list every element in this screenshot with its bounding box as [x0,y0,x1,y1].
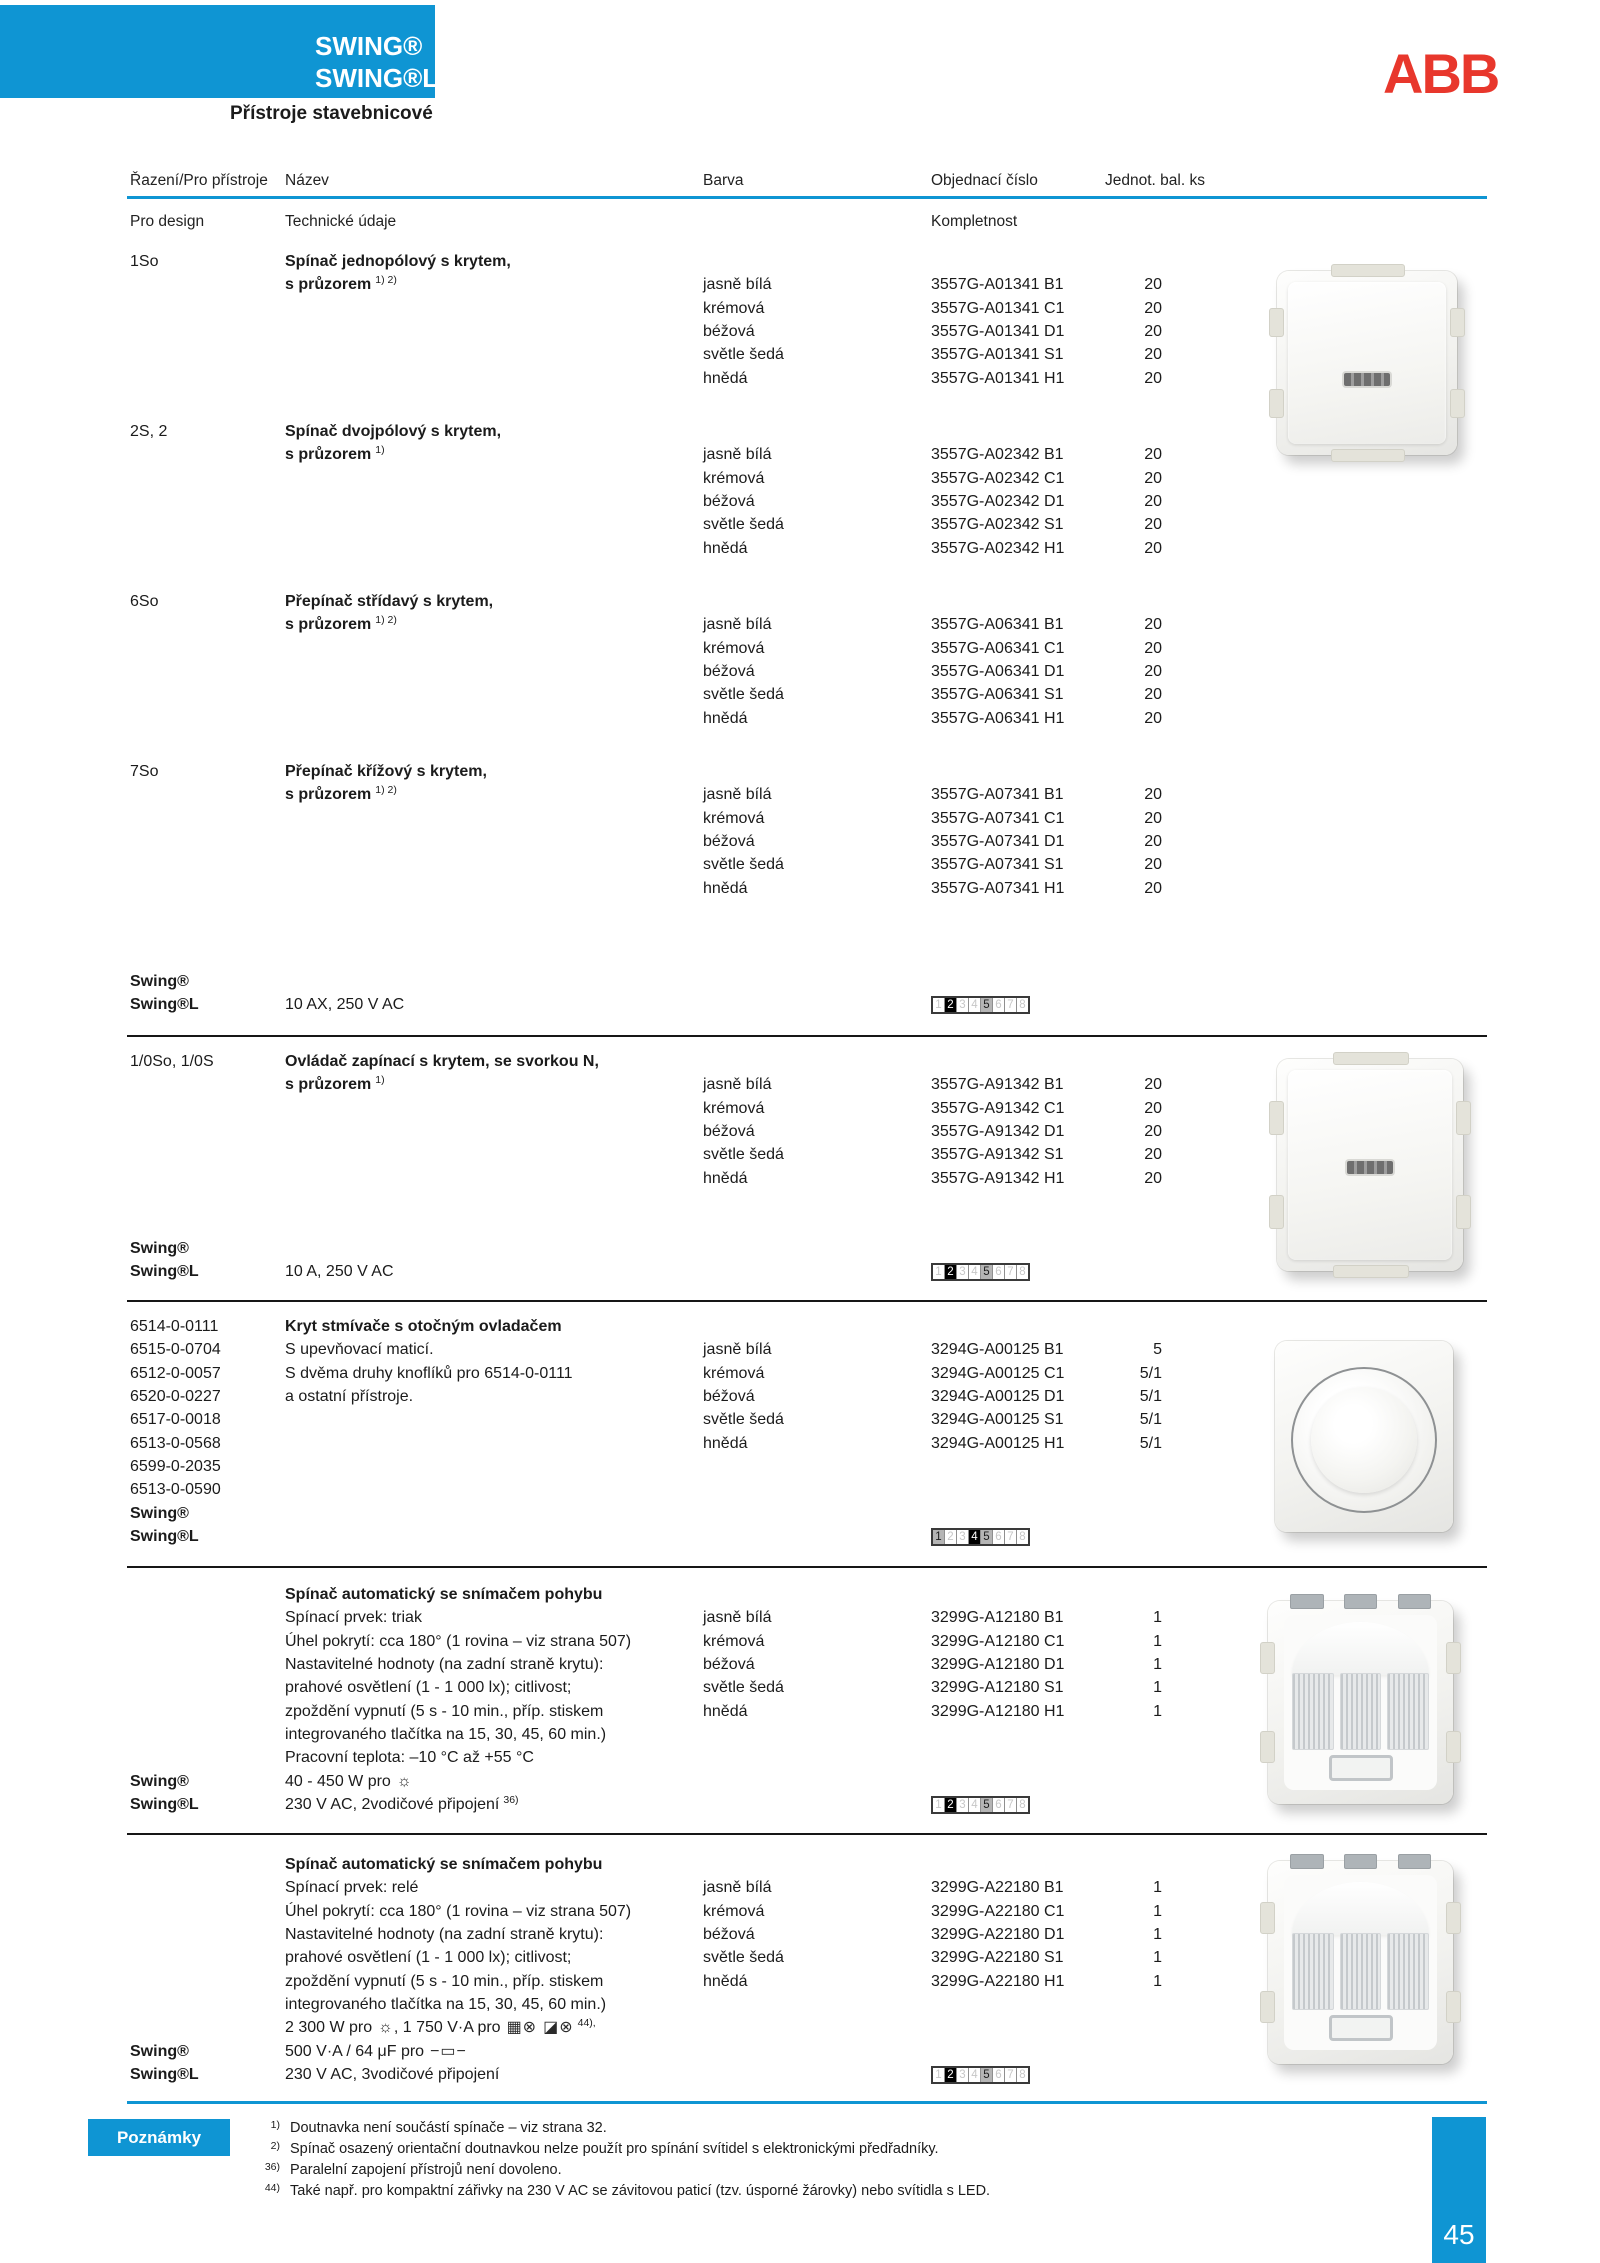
design-code: 1So [130,253,159,270]
product-title: Kryt stmívače s otočným ovladačem [285,1318,562,1335]
color-name: hnědá [703,1972,748,1990]
order-number: 3557G-A02342 H1 [931,539,1065,557]
order-number: 3557G-A91342 H1 [931,1169,1065,1187]
page-number-bar [1432,2117,1486,2263]
col-header-complete: Kompletnost [931,213,1018,230]
pack-qty: 20 [1144,369,1162,387]
pack-qty: 20 [1144,639,1162,657]
color-name: béžová [703,1122,755,1140]
order-number: 3557G-A07341 C1 [931,809,1065,827]
footnote-number: 36) [264,2161,280,2173]
pack-qty: 20 [1144,809,1162,827]
color-name: světle šedá [703,1411,784,1429]
pack-qty: 1 [1153,1902,1162,1920]
pack-qty: 20 [1144,616,1162,634]
order-code: 6599-0-2035 [130,1457,221,1475]
order-number: 3294G-A00125 B1 [931,1341,1064,1359]
order-code: 6515-0-0704 [130,1341,221,1359]
order-number: 3557G-A07341 B1 [931,786,1064,804]
kompletnost-scale: 1 2 3 4 5 6 7 8 [931,996,1030,1014]
swing-rating-1 [0,970,1600,1017]
color-name: světle šedá [703,686,784,704]
brand-title [315,30,438,94]
product-title: Spínač jednopólový s krytem, [285,253,511,270]
spec-line: 230 V AC, 2vodičové připojení $^{36)}$ [285,1793,519,1813]
sensor-button [1329,2015,1393,2041]
brand-label: Swing® [130,1240,189,1257]
color-name: krémová [703,1902,765,1920]
spec-line: integrovaného tlačítka na 15, 30, 45, 60 min.) [285,1995,607,2013]
color-name: hnědá [703,879,748,897]
color-name: béžová [703,492,755,510]
color-name: béžová [703,1925,755,1943]
product-photo-rocker-switch [1267,265,1467,461]
order-number: 3299G-A22180 S1 [931,1949,1064,1967]
order-code: 6513-0-0568 [130,1434,221,1452]
kompletnost-scale: 1 2 3 4 5 6 7 8 [931,1263,1030,1281]
color-name: hnědá [703,539,748,557]
kompletnost-scale: 1 2 3 4 5 6 7 8 [931,1796,1030,1814]
brand-label: Swing®L [130,2065,199,2083]
spec-line: Úhel pokrytí: cca 180° (1 rovina – viz strana 507) [285,1632,632,1650]
order-number: 3299G-A12180 D1 [931,1655,1065,1673]
order-number: 3557G-A01341 H1 [931,369,1065,387]
footnote-text: Paralelní zapojení přístrojů není dovoleno. [290,2162,562,2178]
order-number: 3557G-A07341 H1 [931,879,1065,897]
brand-label: Swing® [130,2042,189,2060]
color-name: krémová [703,1632,765,1650]
pack-qty: 20 [1144,492,1162,510]
pack-qty: 5/1 [1139,1411,1162,1429]
order-number: 3294G-A00125 D1 [931,1387,1065,1405]
kompletnost-scale: 1 2 3 4 5 6 7 8 [931,2066,1030,2084]
color-name: světle šedá [703,346,784,364]
pack-qty: 20 [1144,832,1162,850]
indicator-window [1344,373,1390,386]
product-title: Spínač dvojpólový s krytem, [285,423,502,440]
footnote-number: 2) [270,2140,280,2152]
brand-label: Swing®L [130,1263,199,1281]
spec-line: Nastavitelné hodnoty (na zadní straně krytu): [285,1655,604,1673]
spec-line: Pracovní teplota: –10 °C až +55 °C [285,1749,534,1767]
pack-qty: 20 [1144,1122,1162,1140]
order-number: 3557G-A07341 D1 [931,832,1065,850]
notes-label: Poznámky [88,2119,230,2156]
footer-divider [127,2101,1487,2104]
spec-line: 2 300 W pro ☼, 1 750 V·A pro ▦⊗ ◪⊗ $^{44),}$ [285,2017,596,2037]
color-name: jasně bílá [703,1076,772,1094]
color-name: béžová [703,322,755,340]
pack-qty: 1 [1153,1702,1162,1720]
order-number: 3557G-A06341 C1 [931,639,1065,657]
spec-line: 500 V·A / 64 μF pro −▭− [285,2042,467,2060]
pack-qty: 20 [1144,276,1162,294]
brand-label: Swing®L [130,996,199,1014]
brand-header-box [0,5,439,98]
color-name: hnědá [703,1702,748,1720]
pack-qty: 5 [1153,1341,1162,1359]
spec-line: integrovaného tlačítka na 15, 30, 45, 60 min.) [285,1725,607,1743]
col-header-pack: Jednot. bal. ks [1105,172,1205,189]
header-divider [127,196,1487,199]
order-number: 3557G-A01341 D1 [931,322,1065,340]
order-number: 3557G-A02342 B1 [931,446,1064,464]
brand-label: Swing® [130,973,189,990]
electronic-transformer-icon: ◪⊗ [543,2019,574,2037]
order-number: 3557G-A91342 S1 [931,1146,1064,1164]
pack-qty: 20 [1144,709,1162,727]
order-number: 3557G-A91342 B1 [931,1076,1064,1094]
product-title: Přepínač křížový s krytem, [285,763,487,780]
order-number: 3557G-A01341 S1 [931,346,1064,364]
col-header-name: Název [285,172,329,189]
spec-line: Nastavitelné hodnoty (na zadní straně krytu): [285,1925,604,1943]
order-number: 3299G-A22180 H1 [931,1972,1065,1990]
section-divider [127,1035,1487,1037]
color-name: světle šedá [703,1949,784,1967]
color-name: hnědá [703,1434,748,1452]
brand-label: Swing®L [130,1527,199,1545]
pack-qty: 1 [1153,1972,1162,1990]
pack-qty: 5/1 [1139,1387,1162,1405]
pack-qty: 20 [1144,446,1162,464]
color-name: hnědá [703,709,748,727]
conventional-transformer-icon: ▦⊗ [506,2019,538,2037]
order-number: 3557G-A01341 B1 [931,276,1064,294]
product-title: Spínač automatický se snímačem pohybu [285,1856,603,1873]
footnote-ref: 1) 2) [375,614,397,627]
pack-qty: 5/1 [1139,1364,1162,1382]
product-photo-control-switch [1267,1053,1473,1277]
col-header-order: Objednací číslo [931,172,1038,189]
incandescent-lamp-icon: ☼ [396,1772,413,1790]
color-name: krémová [703,809,765,827]
spec-line: Spínací prvek: relé [285,1879,419,1897]
footnote-text: Spínač osazený orientační doutnavkou nelze použít pro spínání svítidel s elektronickými předřadníky. [290,2141,939,2157]
section-divider [127,1833,1487,1835]
product-title-2: s průzorem $^{1)}$ [285,1074,385,1094]
col-header-tech: Technické údaje [285,213,397,230]
pack-qty: 20 [1144,856,1162,874]
kompletnost-scale: 1 2 3 4 5 6 7 8 [931,1528,1030,1546]
color-name: hnědá [703,369,748,387]
product-title-2: s průzorem $^{1)}$ [285,444,385,464]
pack-qty: 20 [1144,516,1162,534]
brand-label: Swing® [130,1504,189,1522]
order-number: 3557G-A91342 D1 [931,1122,1065,1140]
product-photo-motion-sensor [1258,1595,1463,1810]
order-code: 6513-0-0590 [130,1481,221,1499]
spec-line: prahové osvětlení (1 - 1 000 lx); citlivost; [285,1679,572,1697]
spec-line: Spínací prvek: triak [285,1609,422,1627]
product-block-4 [0,760,1600,900]
indicator-window [1347,1161,1393,1174]
pack-qty: 20 [1144,539,1162,557]
spec-line: zpoždění vypnutí (5 s - 10 min., příp. stiskem [285,1702,604,1720]
pack-qty: 1 [1153,1632,1162,1650]
footnote-ref: 1) [375,444,385,457]
abb-logo: ABB [1383,42,1499,105]
rating-spec: 10 A, 250 V AC [285,1263,394,1281]
rotary-knob [1311,1387,1417,1493]
order-number: 3557G-A01341 C1 [931,299,1065,317]
order-number: 3557G-A06341 B1 [931,616,1064,634]
order-number: 3299G-A22180 D1 [931,1925,1065,1943]
color-name: béžová [703,1655,755,1673]
capacitive-load-icon: −▭− [430,2042,467,2060]
color-name: jasně bílá [703,1341,772,1359]
order-code: 6517-0-0018 [130,1411,221,1429]
color-name: béžová [703,832,755,850]
spec-line: zpoždění vypnutí (5 s - 10 min., příp. stiskem [285,1972,604,1990]
pack-qty: 20 [1144,299,1162,317]
product-title-2: s průzorem $^{1) 2)}$ [285,784,397,804]
pack-qty: 20 [1144,686,1162,704]
pack-qty: 1 [1153,1879,1162,1897]
brand-line-1: SWING® [315,31,423,61]
color-name: světle šedá [703,1679,784,1697]
spec-line: 230 V AC, 3vodičové připojení [285,2065,500,2083]
order-number: 3557G-A91342 C1 [931,1099,1065,1117]
incandescent-lamp-icon: ☼ [378,2019,394,2037]
color-name: jasně bílá [703,786,772,804]
order-number: 3299G-A12180 H1 [931,1702,1065,1720]
pack-qty: 1 [1153,1949,1162,1967]
footnote-text: Také např. pro kompaktní zářivky na 230 V AC se závitovou paticí (tzv. úsporné žárovky) nebo svítidla s LED. [290,2183,991,2199]
footnote-number: 1) [270,2119,280,2131]
color-name: krémová [703,1364,765,1382]
order-number: 3557G-A06341 D1 [931,662,1065,680]
product-desc: S upevňovací maticí. [285,1341,434,1359]
footnote-ref: 1) 2) [375,784,397,797]
color-name: krémová [703,1099,765,1117]
color-name: hnědá [703,1169,748,1187]
design-code: 6So [130,593,159,610]
sensor-button [1329,1755,1393,1781]
color-name: jasně bílá [703,1879,772,1897]
pack-qty: 20 [1144,1099,1162,1117]
design-code: 7So [130,763,159,780]
pack-qty: 1 [1153,1655,1162,1673]
color-name: světle šedá [703,856,784,874]
pack-qty: 5/1 [1139,1434,1162,1452]
order-code: 6514-0-0111 [130,1318,219,1335]
order-code: 6520-0-0227 [130,1387,221,1405]
page-number: 45 [1443,2219,1475,2250]
pack-qty: 1 [1153,1679,1162,1697]
product-photo-dimmer [1265,1335,1463,1538]
rating-spec: 10 AX, 250 V AC [285,996,405,1014]
pack-qty: 20 [1144,322,1162,340]
color-name: jasně bílá [703,616,772,634]
color-name: jasně bílá [703,276,772,294]
order-number: 3299G-A12180 B1 [931,1609,1064,1627]
design-code: 2S, 2 [130,423,168,440]
pack-qty: 20 [1144,786,1162,804]
pack-qty: 20 [1144,1146,1162,1164]
order-number: 3299G-A22180 C1 [931,1902,1065,1920]
product-title-2: s průzorem $^{1) 2)}$ [285,274,397,294]
pack-qty: 20 [1144,346,1162,364]
color-name: jasně bílá [703,1609,772,1627]
brand-line-2: SWING®L [315,63,439,93]
brand-label: Swing® [130,1772,189,1790]
footnotes [0,2118,1500,2202]
pack-qty: 20 [1144,662,1162,680]
footnote [0,2181,1500,2202]
section-divider [127,1566,1487,1568]
color-name: světle šedá [703,516,784,534]
order-number: 3299G-A22180 B1 [931,1879,1064,1897]
order-number: 3557G-A02342 D1 [931,492,1065,510]
order-number: 3557G-A02342 C1 [931,469,1065,487]
order-number: 3294G-A00125 H1 [931,1434,1065,1452]
order-number: 3299G-A12180 C1 [931,1632,1065,1650]
order-number: 3557G-A06341 S1 [931,686,1064,704]
col-header-sort: Řazení/Pro přístroje [130,172,268,189]
footnote-number: 44) [264,2182,280,2194]
order-number: 3299G-A12180 S1 [931,1679,1064,1697]
color-name: jasně bílá [703,446,772,464]
footnote-ref: 36) [503,1793,519,1806]
page-subtitle: Přístroje stavebnicové [230,103,433,124]
order-number: 3557G-A07341 S1 [931,856,1064,874]
product-title-2: s průzorem $^{1) 2)}$ [285,614,397,634]
color-name: světle šedá [703,1146,784,1164]
color-name: krémová [703,469,765,487]
color-name: béžová [703,662,755,680]
pack-qty: 20 [1144,469,1162,487]
pack-qty: 20 [1144,1076,1162,1094]
spec-line: Úhel pokrytí: cca 180° (1 rovina – viz strana 507) [285,1902,632,1920]
footnote-ref: 1) [375,1074,385,1087]
spec-line: prahové osvětlení (1 - 1 000 lx); citlivost; [285,1949,572,1967]
product-desc: a ostatní přístroje. [285,1387,414,1405]
order-number: 3557G-A06341 H1 [931,709,1065,727]
footnote-ref: 1) 2) [375,274,397,287]
product-title: Přepínač střídavý s krytem, [285,593,494,610]
product-block-3 [0,590,1600,730]
product-photo-motion-sensor [1258,1855,1463,2070]
col-header-design: Pro design [130,213,205,230]
pack-qty: 20 [1144,1169,1162,1187]
color-name: krémová [703,639,765,657]
spec-line: 40 - 450 W pro ☼ [285,1772,413,1790]
order-number: 3557G-A02342 S1 [931,516,1064,534]
pack-qty: 20 [1144,879,1162,897]
order-code: 6512-0-0057 [130,1364,221,1382]
pack-qty: 1 [1153,1609,1162,1627]
product-title: Ovládač zapínací s krytem, se svorkou N, [285,1053,599,1070]
design-code: 1/0So, 1/0S [130,1053,214,1070]
section-divider [127,1300,1487,1302]
color-name: béžová [703,1387,755,1405]
col-header-color: Barva [703,172,744,189]
pack-qty: 1 [1153,1925,1162,1943]
color-name: krémová [703,299,765,317]
order-number: 3294G-A00125 C1 [931,1364,1065,1382]
product-title: Spínač automatický se snímačem pohybu [285,1586,603,1603]
footnote-text: Doutnavka není součástí spínače – viz strana 32. [290,2120,607,2136]
brand-label: Swing®L [130,1795,199,1813]
order-number: 3294G-A00125 S1 [931,1411,1064,1429]
footnote-ref: 44), [577,2017,596,2030]
product-desc: S dvěma druhy knoflíků pro 6514-0-0111 [285,1364,573,1382]
